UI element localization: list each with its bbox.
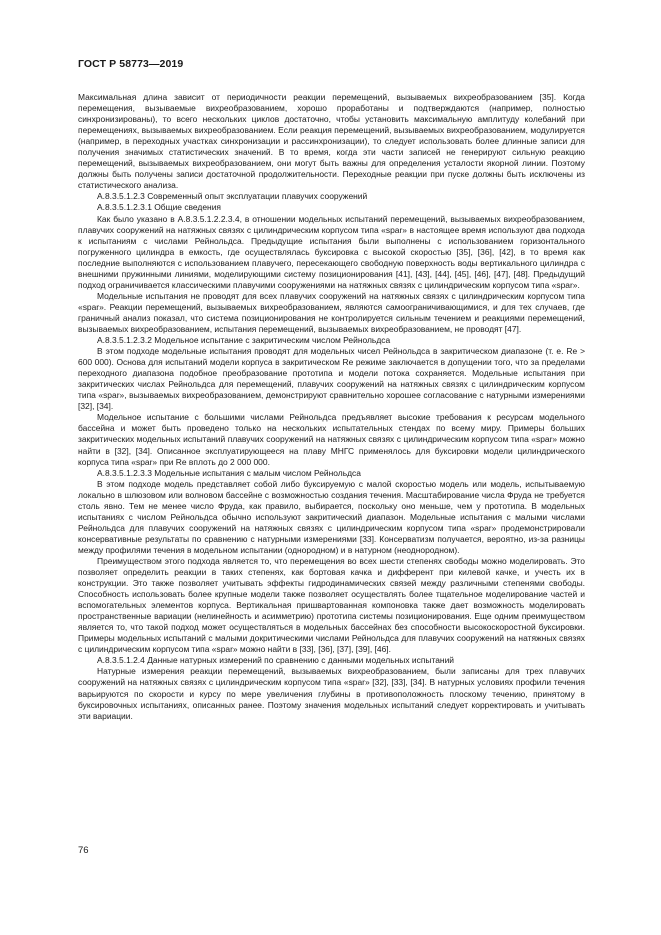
document-body: [78, 92, 585, 722]
paragraph: Преимуществом этого подхода является то, что перемещения во всех шести степенях свободы можно моделировать. Это позволяет определить реакции в таких степенях, как бортовая качка и дифферент при килевой качке, и учесть их в конструкции. Это также позволяет учитывать эффекты гидродинамических связей между различными степенями свободы. Способность использовать более крупные модели также позволяет осуществлять более тщательное моделирование частей и вспомогательных элементов корпуса. Вертикальная пришвартованная компоновка также дает возможность моделировать пространственные вариации (нелинейность и асимметрию) прототипа системы позиционирования. Еще одним преимуществом является то, что такой подход может осуществляться в модельных бассейнах без способности высокоскоростной буксировки. Примеры модельных испытаний с малыми докритическими числами Рейнольдса для плавучих сооружений на натяжных связях с цилиндрическим корпусом типа «spar» можно найти в [33], [36], [37], [39], [46].: [78, 555, 585, 655]
paragraph: В этом подходе модель представляет собой либо буксируемую с малой скоростью модель или модель, испытываемую локально в шлюзовом или волновом бассейне с возможностью создания течения. Масштабирование числа Фруда не требуется столь явно. Тем не менее число Фруда, как правило, выбирается, поскольку оно меньше, чем у прототипа. В модельных испытаниях с числом Рейнольдса обычно используют закритический диапазон. Модельные испытания с малыми числами Рейнольдса для плавучих сооружений на натяжных связях с цилиндрическим корпусом типа «spar» продемонстрировали консервативные результаты по сравнению с натурными измерениями [33]. Консерватизм получается, вероятно, из-за разницы между профилями течения в модельном испытании (однородном) и в натурном (неоднородном).: [78, 478, 585, 555]
paragraph: Модельное испытание с большими числами Рейнольдса предъявляет высокие требования к ресурсам модельного бассейна и может быть проведено только на нескольких испытательных стендах по всему миру. Примеры больших закритических модельных испытаний плавучих сооружений на натяжных связях с цилиндрическим корпусом типа «spar» можно найти в [32], [34]. Описанное эксплуатирующееся на плаву МНГС применялось для буксировки модели цилиндрического корпуса типа «spar» при Re вплоть до 2 000 000.: [78, 412, 585, 467]
section-heading: А.8.3.5.1.2.3.2 Модельное испытание с закритическим числом Рейнольдса: [97, 335, 391, 346]
section-heading: А.8.3.5.1.2.4 Данные натурных измерений по сравнению с данными модельных испытаний: [97, 655, 455, 666]
paragraph: Модельные испытания не проводят для всех плавучих сооружений на натяжных связях с цилиндрическим корпусом типа «spar». Реакции перемещений, вызываемых вихреобразованием, являются самоограничивающимися, и для тех случаев, где граничный анализ показал, что система позиционирования не контролируется сильным течением и реакциями перемещений, вызываемых вихреобразованием, испытания перемещений, вызываемых вихреобразованием, не проводят [47].: [78, 290, 585, 334]
paragraph: Максимальная длина зависит от периодичности реакции перемещений, вызываемых вихреобразованием [35]. Когда перемещения, вызываемые вихреобразованием, хорошо проработаны и подтверждаются (например, полностью синхронизированы), то всего нескольких циклов достаточно, чтобы установить максимальную амплитуду колебаний при перемещениях, вызываемых вихреобразованием. Если реакция перемещений, вызываемых вихреобразованием, модулируется (например, в переходных участках синхронизации и рассинхронизации), то следует использовать более длинные записи для получения значимых статистических значений. В то время, когда эти части записей не генерируют сильную реакцию перемещений, вызываемых вихреобразованием, они могут быть важны для определения усталости якорной линии. Поэтому должны быть получены записи достаточной продолжительности. Переходные реакции при пуске должны быть исключены из статистического анализа.: [78, 92, 585, 191]
document-header: ГОСТ Р 58773—2019: [78, 58, 184, 70]
section-heading: А.8.3.5.1.2.3.1 Общие сведения: [97, 202, 221, 213]
paragraph: Как было указано в А.8.3.5.1.2.2.3.4, в отношении модельных испытаний перемещений, вызываемых вихреобразованием, плавучих сооружений на натяжных связях с цилиндрическим корпусом типа «spar» в настоящее время используют два подхода к испытаниям с числами Рейнольдса. Предыдущие испытания были выполнены с использованием горизонтального погруженного цилиндра в емкость, где осуществлялась буксировка с высокой скоростью [35], [36], [42], в то время как последние выполняются с использованием плавучего, пересекающего свободную поверхность воды вертикального цилиндра с внешними пружинными линиями, моделирующими систему позиционирования [41], [43], [44], [45], [46], [47], [48]. Предыдущий подход ограничивается классическими плавучими сооружениями на натяжных связях с цилиндрическим корпусом типа «spar».: [78, 213, 585, 290]
section-heading: А.8.3.5.1.2.3 Современный опыт эксплуатации плавучих сооружений: [97, 191, 368, 202]
paragraph: В этом подходе модельные испытания проводят для модельных чисел Рейнольдса в закритическом диапазоне (т. е. Re > 600 000). Основа для испытаний модели корпуса в закритическом Re режиме заключается в допущении того, что за пределами переходного диапазона подобное преобразование прототипа и модели потока сохраняется. Модельные испытания при закритических числах Рейнольдса для перемещений, плавучих сооружений на натяжных связях с цилиндрическим корпусом типа «spar», вызываемых вихреобразованием, демонстрируют сравнительно хорошее согласование с натурными измерениями [32], [34].: [78, 346, 585, 412]
section-heading: А.8.3.5.1.2.3.3 Модельные испытания с малым числом Рейнольдса: [97, 467, 361, 478]
page-number: 76: [78, 845, 89, 856]
paragraph: Натурные измерения реакции перемещений, вызываемых вихреобразованием, были записаны для трех плавучих сооружений на натяжных связях с цилиндрическим корпусом типа «spar» [32], [33], [34]. В натурных условиях профили течения варьируются по скорости и курсу по мере увеличения глубины в противоположность плоскому течению, принятому в буксировочных испытаниях, описанных ранее. Поэтому значения модельных испытаний следует корректировать и учитывать эти вариации.: [78, 666, 585, 721]
